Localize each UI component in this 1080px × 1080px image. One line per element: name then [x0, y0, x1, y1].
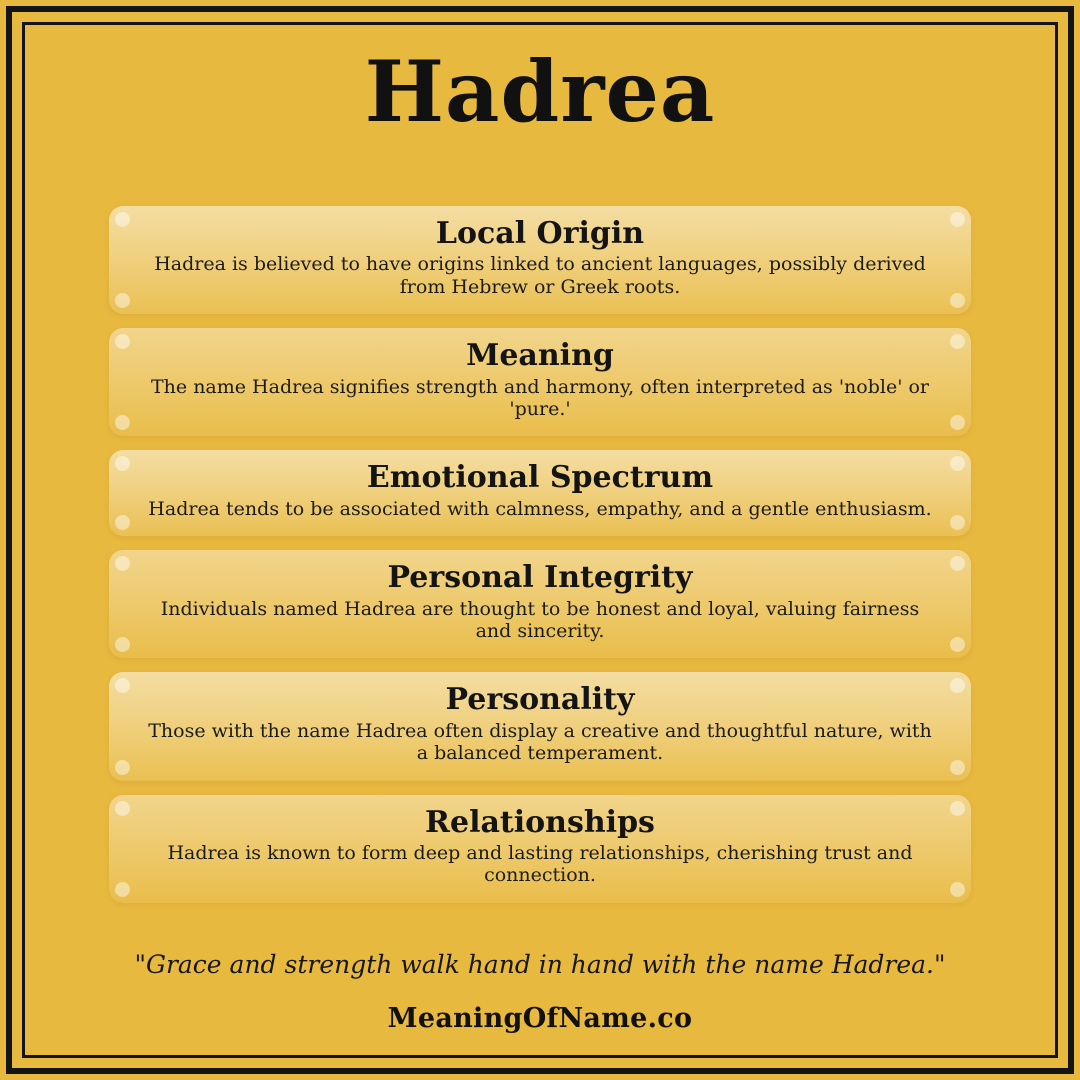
section-description: Individuals named Hadrea are thought to be honest and loyal, valuing fairness and sincerity. [160, 597, 920, 642]
card-corner-dot-icon [115, 334, 130, 349]
card-corner-dot-icon [950, 212, 965, 227]
section-title: Local Origin [435, 216, 645, 251]
card-corner-dot-icon [950, 760, 965, 775]
section-card-relationships [109, 795, 971, 903]
section-description: Hadrea is believed to have origins linked to ancient languages, possibly derived from Hebrew or Greek roots. [154, 253, 926, 298]
card-corner-dot-icon [950, 637, 965, 652]
card-corner-dot-icon [115, 637, 130, 652]
page-title: Hadrea [364, 42, 716, 141]
section-title: Personality [445, 682, 635, 718]
section-description: The name Hadrea signifies strength and harmony, often interpreted as 'noble' or 'pure.' [151, 375, 929, 420]
poster-footer [34, 950, 1046, 1052]
tagline-quote: "Grace and strength walk hand in hand with the name Hadrea." [134, 950, 946, 979]
brand-name: MeaningOfName.co [387, 1003, 693, 1034]
card-corner-dot-icon [950, 515, 965, 530]
section-description: Those with the name Hadrea often display a creative and thoughtful nature, with a balanced temperament. [148, 719, 932, 765]
card-corner-dot-icon [115, 415, 130, 430]
card-corner-dot-icon [950, 415, 965, 430]
section-title: Relationships [425, 804, 655, 840]
section-title: Emotional Spectrum [366, 460, 714, 496]
card-corner-dot-icon [950, 801, 965, 816]
card-corner-dot-icon [115, 801, 130, 816]
card-corner-dot-icon [115, 678, 130, 693]
section-card-emotional-spectrum [109, 450, 971, 536]
section-title: Meaning [466, 338, 614, 374]
card-corner-dot-icon [950, 556, 965, 571]
poster-content [34, 28, 1046, 1052]
section-card-meaning [109, 328, 971, 436]
card-corner-dot-icon [115, 515, 130, 530]
card-corner-dot-icon [950, 334, 965, 349]
card-corner-dot-icon [115, 760, 130, 775]
section-description: Hadrea is known to form deep and lasting relationships, cherishing trust and connection. [167, 842, 913, 887]
card-corner-dot-icon [115, 556, 130, 571]
card-corner-dot-icon [115, 882, 130, 897]
card-corner-dot-icon [950, 456, 965, 471]
card-corner-dot-icon [115, 456, 130, 471]
card-corner-dot-icon [115, 293, 130, 308]
card-corner-dot-icon [950, 882, 965, 897]
section-description: Hadrea tends to be associated with calmness, empathy, and a gentle enthusiasm. [148, 497, 932, 520]
card-corner-dot-icon [950, 678, 965, 693]
sections-list [109, 206, 971, 903]
section-card-personality [109, 672, 971, 780]
section-card-personal-integrity [109, 550, 971, 658]
card-corner-dot-icon [950, 293, 965, 308]
card-corner-dot-icon [115, 212, 130, 227]
section-card-local-origin [109, 206, 971, 314]
section-title: Personal Integrity [387, 560, 693, 596]
